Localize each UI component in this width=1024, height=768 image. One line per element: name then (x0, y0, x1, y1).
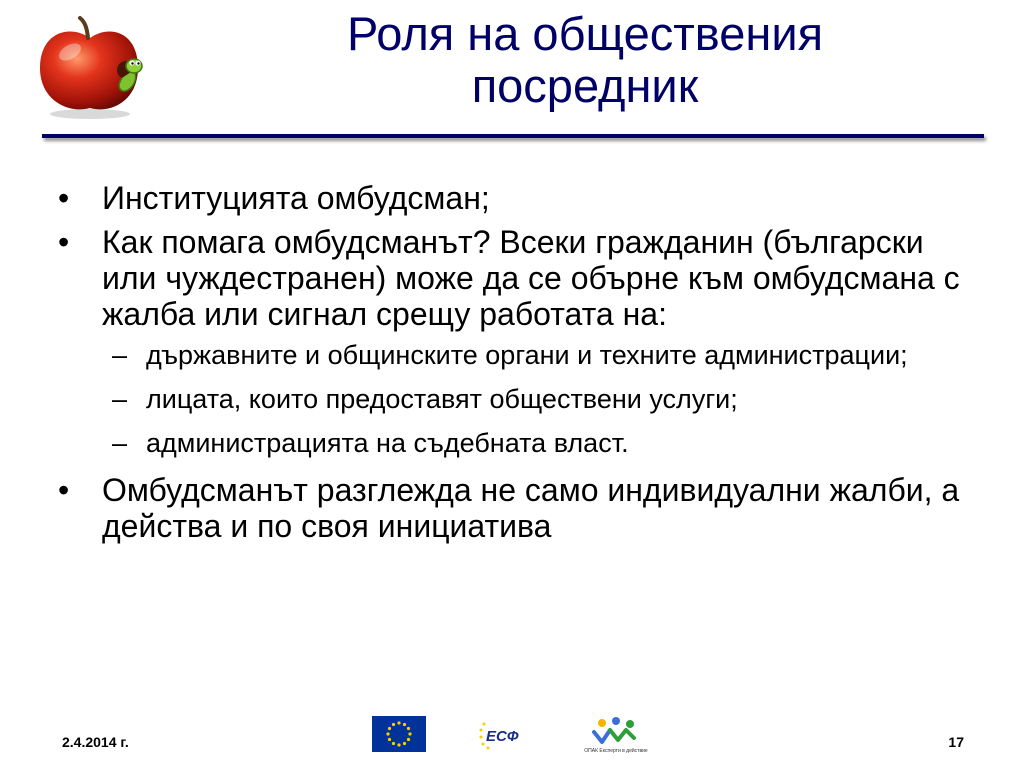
title-divider (42, 134, 984, 138)
sub-bullet-marker: – (112, 384, 128, 414)
bullet-marker: • (58, 224, 70, 260)
bullet-text: Как помага омбудсманът? Всеки гражданин (български или чуждестранен) може да се обърне към омбудсмана с жалба или сигнал срещу работата на: (102, 224, 960, 332)
esf-logo-icon (478, 716, 534, 756)
bullet-item (58, 180, 978, 216)
sub-bullet-text: администрацията на съдебната власт. (146, 428, 629, 458)
sub-bullet-list (58, 340, 978, 458)
sub-bullet-marker: – (112, 340, 128, 370)
page-number: 17 (948, 734, 964, 750)
sub-bullet-item (58, 340, 978, 370)
title-line-1: Роля на обществения (346, 7, 824, 60)
eu-flag-icon (372, 716, 426, 752)
bullet-marker: • (58, 472, 70, 508)
bullet-item (58, 224, 978, 332)
esf-logo-text: ЕСФ (486, 728, 519, 745)
sub-bullet-text: лицата, които предоставят обществени услуги; (146, 384, 738, 414)
bullet-text: Институцията омбудсман; (102, 180, 490, 216)
opak-logo-icon (580, 714, 652, 756)
sub-bullet-text: държавните и общинските органи и техните администрации; (146, 340, 908, 370)
bullet-item (58, 472, 978, 544)
sub-bullet-item (58, 384, 978, 414)
bullet-text: Омбудсманът разглежда не само индивидуални жалби, а действа и по своя инициатива (102, 472, 960, 544)
bullet-marker: • (58, 180, 70, 216)
sub-bullet-marker: – (112, 428, 128, 458)
opak-logo-text: ОПАК Експерти в действие (584, 748, 648, 754)
footer-date: 2.4.2014 г. (62, 734, 129, 750)
title-line-2: посредник (471, 59, 699, 112)
slide-title (200, 8, 970, 112)
slide-content (58, 180, 978, 552)
sub-bullet-item (58, 428, 978, 458)
apple-with-worm-icon (30, 8, 150, 120)
